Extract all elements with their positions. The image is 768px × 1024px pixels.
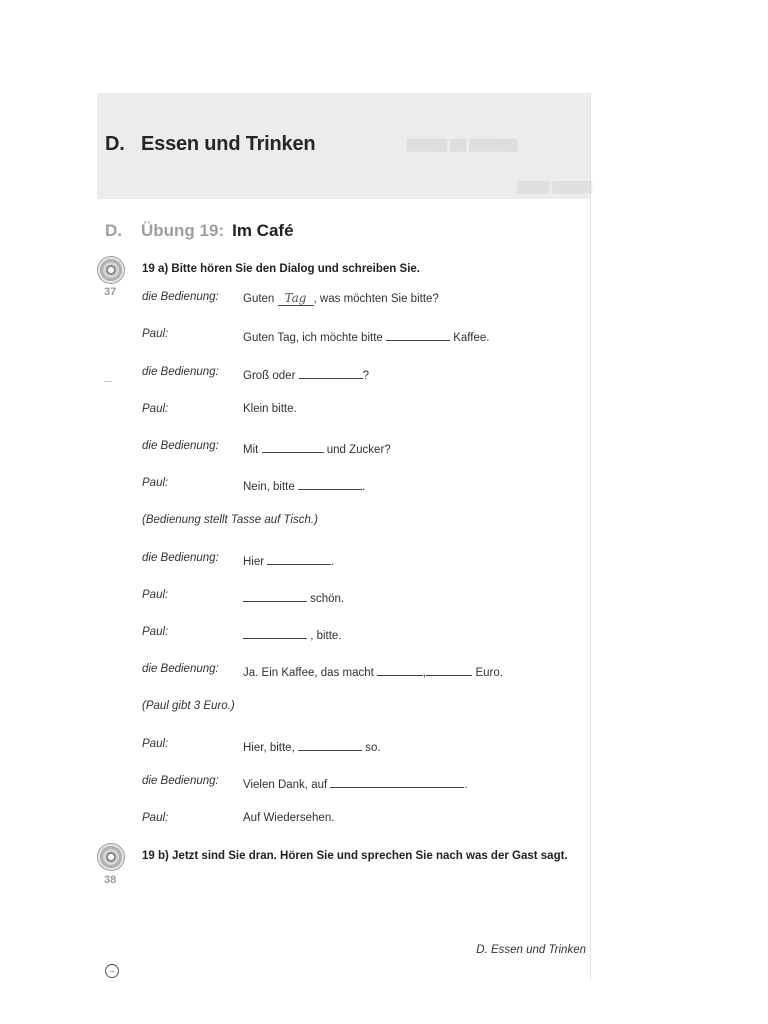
exercise-name: Im Café (232, 221, 294, 240)
dialog-line (243, 775, 468, 791)
answer-blank[interactable] (262, 440, 324, 453)
answer-blank[interactable] (386, 328, 450, 341)
filled-blank[interactable]: Tag (278, 291, 314, 306)
answer-blank[interactable] (267, 552, 331, 565)
dialog-line (243, 291, 439, 306)
line-text: Guten (243, 293, 275, 305)
track-number: 37 (104, 286, 117, 298)
audio-cd-icon[interactable] (97, 256, 125, 284)
task-a-instruction: 19 a) Bitte hören Sie den Dialog und schreiben Sie. (142, 263, 420, 275)
task-b-instruction: 19 b) Jetzt sind Sie dran. Hören Sie und sprechen Sie nach was der Gast sagt. (142, 850, 568, 862)
speaker-label: die Bedienung: (142, 663, 219, 675)
line-text: , was möchten Sie bitte? (313, 293, 439, 305)
running-footer: D. Essen und Trinken (476, 944, 586, 956)
speaker-label: Paul: (142, 328, 169, 340)
speaker-label: die Bedienung: (142, 775, 219, 787)
speaker-label: Paul: (142, 403, 169, 415)
margin-mark (104, 381, 112, 382)
dialog-line (243, 626, 342, 642)
speaker-label: Paul: (142, 626, 169, 638)
answer-blank[interactable] (243, 626, 307, 639)
line-text: Hier, bitte, (243, 742, 295, 754)
answer-blank[interactable] (298, 738, 362, 751)
dialog-line (243, 663, 503, 679)
line-text: . (361, 481, 366, 493)
workbook-page (97, 93, 591, 980)
exercise-title (105, 221, 294, 241)
answer-blank[interactable] (426, 663, 472, 676)
answer-blank[interactable] (298, 477, 362, 490)
stage-direction-text: (Bedienung stellt Tasse auf Tisch.) (142, 514, 318, 526)
dialog-line (243, 477, 365, 493)
smiley-icon: → (105, 964, 119, 978)
speaker-label: Paul: (142, 477, 169, 489)
speaker-label: Paul: (142, 589, 169, 601)
line-text: . (464, 779, 468, 791)
dialog-line: Auf Wiedersehen. (243, 812, 335, 824)
answer-blank[interactable] (243, 589, 307, 602)
speaker-label: die Bedienung: (142, 366, 219, 378)
bleed-through-text: ▓▓▓▓▓ ▓▓ ▓▓▓▓▓▓ (407, 139, 518, 151)
audio-cd-icon[interactable] (97, 843, 125, 871)
line-text: . (331, 556, 335, 568)
stage-direction-text: (Paul gibt 3 Euro.) (142, 700, 235, 712)
track-number: 38 (104, 874, 117, 886)
chapter-title (105, 133, 315, 156)
chapter-name: Essen und Trinken (141, 133, 316, 155)
line-text: , bitte. (310, 630, 342, 642)
line-text: Nein, bitte (243, 481, 295, 493)
line-text: Mit (243, 444, 259, 456)
line-text: Groß oder (243, 370, 296, 382)
dialog-line (243, 328, 489, 344)
answer-blank[interactable] (330, 775, 464, 788)
line-text: Vielen Dank, auf (243, 779, 328, 791)
dialog-line: Klein bitte. (243, 403, 297, 415)
dialog-line (243, 440, 391, 456)
speaker-label: die Bedienung: (142, 440, 219, 452)
chapter-header-band (97, 93, 593, 199)
dialog-line (243, 366, 369, 382)
dialog-line (243, 589, 344, 605)
bleed-through-text: ▓▓▓▓ ▓▓▓▓▓ (517, 181, 593, 193)
dialog-line (243, 552, 335, 568)
line-text: so. (365, 742, 381, 754)
speaker-label: Paul: (142, 812, 169, 824)
line-text: Ja. Ein Kaffee, das macht (243, 667, 374, 679)
line-text: Kaffee. (453, 332, 490, 344)
speaker-label: die Bedienung: (142, 291, 219, 303)
line-text: schön. (310, 593, 345, 605)
speaker-label: die Bedienung: (142, 552, 219, 564)
speaker-label: Paul: (142, 738, 169, 750)
exercise-letter: D. (105, 221, 122, 240)
line-text: ? (362, 370, 370, 382)
line-text: Euro. (475, 667, 503, 679)
exercise-number: Übung 19: (141, 221, 225, 240)
line-text: Guten Tag, ich möchte bitte (243, 332, 383, 344)
answer-blank[interactable] (377, 663, 423, 676)
answer-blank[interactable] (299, 366, 363, 379)
line-text: , (423, 667, 427, 679)
line-text: Hier (243, 556, 265, 568)
chapter-letter: D. (105, 133, 125, 155)
dialog-line (243, 738, 381, 754)
line-text: und Zucker? (326, 444, 391, 456)
